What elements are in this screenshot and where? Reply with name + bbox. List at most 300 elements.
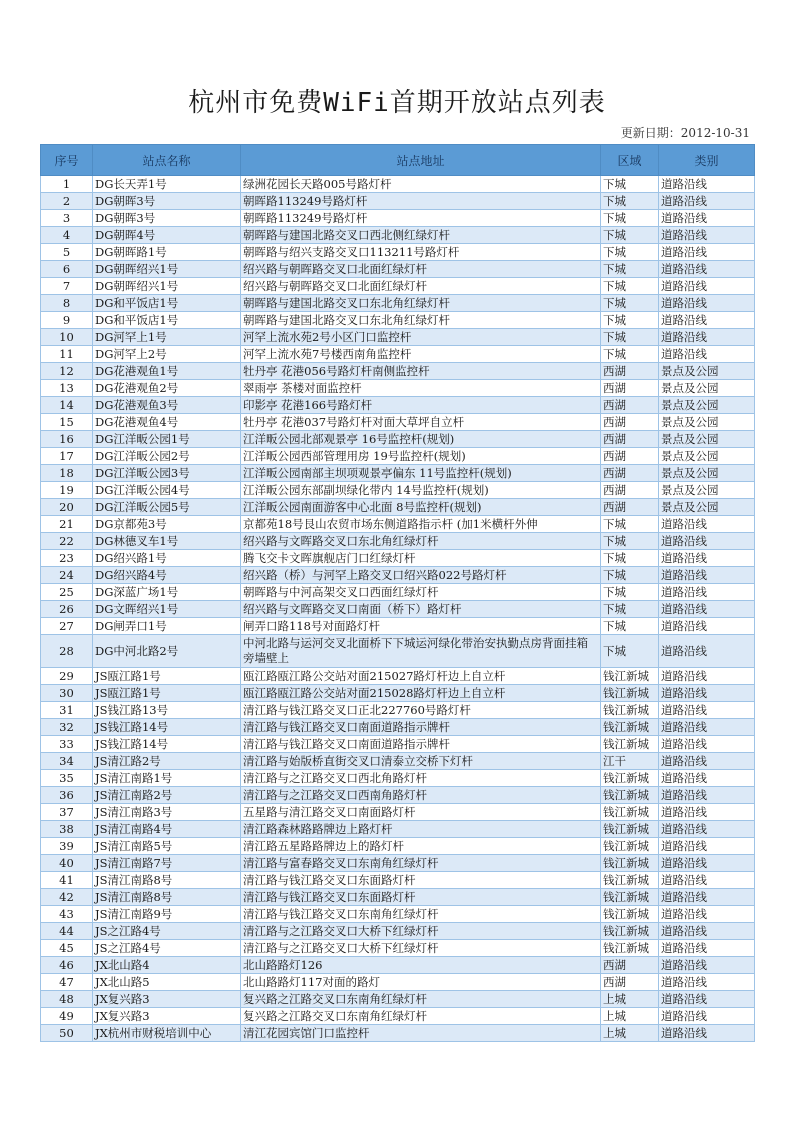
cell-district: 西湖	[601, 465, 659, 482]
cell-site-name: JS钱江路14号	[93, 719, 241, 736]
cell-site-name: JS清江南路8号	[93, 889, 241, 906]
cell-site-name: JX复兴路3	[93, 991, 241, 1008]
table-row	[41, 736, 755, 753]
cell-category: 道路沿线	[659, 601, 755, 618]
cell-category: 道路沿线	[659, 210, 755, 227]
table-row	[41, 787, 755, 804]
cell-index: 12	[41, 363, 93, 380]
cell-category: 道路沿线	[659, 193, 755, 210]
cell-index: 37	[41, 804, 93, 821]
cell-district: 钱江新城	[601, 906, 659, 923]
cell-district: 上城	[601, 1008, 659, 1025]
cell-site-address: 京都苑18号艮山农贸市场东侧道路指示杆 (加1米横杆外伸	[241, 516, 601, 533]
cell-district: 西湖	[601, 380, 659, 397]
cell-site-name: JS清江南路9号	[93, 906, 241, 923]
cell-index: 39	[41, 838, 93, 855]
cell-category: 景点及公园	[659, 499, 755, 516]
cell-index: 27	[41, 618, 93, 635]
cell-district: 下城	[601, 261, 659, 278]
cell-site-address: 牡丹亭 花港037号路灯杆对面大草坪自立杆	[241, 414, 601, 431]
cell-index: 31	[41, 702, 93, 719]
cell-district: 钱江新城	[601, 923, 659, 940]
cell-site-name: DG朝晖4号	[93, 227, 241, 244]
cell-site-address: 江洋畈公园西部管理用房 19号监控杆(规划)	[241, 448, 601, 465]
cell-site-address: 闸弄口路118号对面路灯杆	[241, 618, 601, 635]
cell-index: 22	[41, 533, 93, 550]
cell-index: 25	[41, 584, 93, 601]
table-header-row	[41, 145, 755, 176]
cell-site-name: DG河罕上2号	[93, 346, 241, 363]
cell-site-name: DG江洋畈公园3号	[93, 465, 241, 482]
cell-index: 9	[41, 312, 93, 329]
cell-site-name: JS钱江路13号	[93, 702, 241, 719]
cell-site-address: 牡丹亭 花港056号路灯杆南侧监控杆	[241, 363, 601, 380]
table-row	[41, 397, 755, 414]
cell-district: 下城	[601, 193, 659, 210]
cell-index: 44	[41, 923, 93, 940]
cell-category: 道路沿线	[659, 838, 755, 855]
table-row	[41, 193, 755, 210]
cell-district: 西湖	[601, 974, 659, 991]
cell-index: 20	[41, 499, 93, 516]
cell-category: 道路沿线	[659, 906, 755, 923]
cell-site-address: 北山路路灯126	[241, 957, 601, 974]
cell-site-address: 绍兴路与文晖路交叉口南面（桥下）路灯杆	[241, 601, 601, 618]
table-row	[41, 702, 755, 719]
cell-index: 4	[41, 227, 93, 244]
cell-district: 钱江新城	[601, 787, 659, 804]
cell-index: 18	[41, 465, 93, 482]
cell-index: 2	[41, 193, 93, 210]
cell-site-address: 清江路与钱江路交叉口南面道路指示牌杆	[241, 719, 601, 736]
cell-site-address: 清江路与之江路交叉口西北角路灯杆	[241, 770, 601, 787]
table-row	[41, 431, 755, 448]
cell-index: 28	[41, 635, 93, 668]
cell-district: 江干	[601, 753, 659, 770]
cell-site-address: 清江路与钱江路交叉口正北227760号路灯杆	[241, 702, 601, 719]
table-row	[41, 957, 755, 974]
cell-category: 景点及公园	[659, 465, 755, 482]
cell-district: 钱江新城	[601, 889, 659, 906]
cell-site-name: DG河罕上1号	[93, 329, 241, 346]
table-row	[41, 855, 755, 872]
cell-site-address: 印影亭 花港166号路灯杆	[241, 397, 601, 414]
table-row	[41, 635, 755, 668]
cell-site-name: JS清江南路7号	[93, 855, 241, 872]
cell-category: 道路沿线	[659, 702, 755, 719]
cell-category: 道路沿线	[659, 668, 755, 685]
cell-site-address: 清江路与钱江路交叉口东面路灯杆	[241, 889, 601, 906]
cell-index: 45	[41, 940, 93, 957]
cell-site-name: DG朝晖路1号	[93, 244, 241, 261]
cell-site-address: 朝晖路与中河高架交叉口西面红绿灯杆	[241, 584, 601, 601]
table-row	[41, 550, 755, 567]
cell-site-address: 清江路与始版桥直街交叉口清泰立交桥下灯杆	[241, 753, 601, 770]
cell-site-address: 朝晖路113249号路灯杆	[241, 193, 601, 210]
cell-site-address: 复兴路之江路交叉口东南角红绿灯杆	[241, 991, 601, 1008]
cell-district: 钱江新城	[601, 702, 659, 719]
cell-site-address: 朝晖路113249号路灯杆	[241, 210, 601, 227]
table-row	[41, 380, 755, 397]
table-row	[41, 1025, 755, 1042]
cell-district: 下城	[601, 516, 659, 533]
cell-site-name: DG朝晖3号	[93, 193, 241, 210]
cell-district: 钱江新城	[601, 838, 659, 855]
table-row	[41, 312, 755, 329]
cell-site-name: DG朝晖绍兴1号	[93, 278, 241, 295]
cell-index: 42	[41, 889, 93, 906]
header-district: 区域	[601, 145, 659, 176]
cell-site-address: 朝晖路与绍兴支路交叉口113211号路灯杆	[241, 244, 601, 261]
cell-index: 23	[41, 550, 93, 567]
cell-site-name: DG朝晖3号	[93, 210, 241, 227]
cell-index: 29	[41, 668, 93, 685]
cell-category: 道路沿线	[659, 855, 755, 872]
cell-site-name: DG京都苑3号	[93, 516, 241, 533]
cell-index: 43	[41, 906, 93, 923]
table-row	[41, 533, 755, 550]
cell-district: 下城	[601, 567, 659, 584]
cell-category: 道路沿线	[659, 533, 755, 550]
cell-category: 景点及公园	[659, 380, 755, 397]
cell-district: 西湖	[601, 363, 659, 380]
table-row	[41, 804, 755, 821]
cell-category: 道路沿线	[659, 685, 755, 702]
cell-category: 道路沿线	[659, 567, 755, 584]
cell-site-name: JS之江路4号	[93, 923, 241, 940]
cell-site-name: JS瓯江路1号	[93, 668, 241, 685]
cell-site-address: 清江路森林路路牌边上路灯杆	[241, 821, 601, 838]
cell-site-address: 江洋畈公园北部观景亭 16号监控杆(规划)	[241, 431, 601, 448]
table-row	[41, 465, 755, 482]
cell-category: 道路沿线	[659, 584, 755, 601]
cell-district: 下城	[601, 550, 659, 567]
cell-category: 道路沿线	[659, 753, 755, 770]
cell-site-name: JX北山路5	[93, 974, 241, 991]
cell-index: 34	[41, 753, 93, 770]
cell-index: 33	[41, 736, 93, 753]
cell-site-address: 绍兴路与朝晖路交叉口北面红绿灯杆	[241, 278, 601, 295]
cell-index: 11	[41, 346, 93, 363]
cell-site-address: 绍兴路（桥）与河罕上路交叉口绍兴路022号路灯杆	[241, 567, 601, 584]
cell-index: 3	[41, 210, 93, 227]
cell-category: 景点及公园	[659, 482, 755, 499]
cell-index: 17	[41, 448, 93, 465]
cell-district: 下城	[601, 312, 659, 329]
cell-site-name: JS清江南路4号	[93, 821, 241, 838]
cell-category: 道路沿线	[659, 872, 755, 889]
cell-site-name: JS清江南路8号	[93, 872, 241, 889]
cell-site-address: 清江路五星路路牌边上的路灯杆	[241, 838, 601, 855]
header-site-name: 站点名称	[93, 145, 241, 176]
cell-district: 钱江新城	[601, 804, 659, 821]
site-table	[40, 144, 755, 1042]
table-row	[41, 210, 755, 227]
cell-category: 道路沿线	[659, 719, 755, 736]
cell-site-name: DG江洋畈公园4号	[93, 482, 241, 499]
table-row	[41, 601, 755, 618]
cell-index: 21	[41, 516, 93, 533]
table-row	[41, 872, 755, 889]
cell-category: 道路沿线	[659, 550, 755, 567]
table-row	[41, 668, 755, 685]
cell-site-address: 江洋畈公园南部主坝项观景亭偏东 11号监控杆(规划)	[241, 465, 601, 482]
cell-district: 下城	[601, 329, 659, 346]
table-row	[41, 618, 755, 635]
cell-index: 7	[41, 278, 93, 295]
cell-site-name: DG江洋畈公园1号	[93, 431, 241, 448]
cell-category: 道路沿线	[659, 940, 755, 957]
cell-index: 19	[41, 482, 93, 499]
cell-site-address: 清江路与之江路交叉口大桥下红绿灯杆	[241, 940, 601, 957]
cell-site-name: DG长天弄1号	[93, 176, 241, 193]
cell-site-address: 清江路与富春路交叉口东南角红绿灯杆	[241, 855, 601, 872]
cell-site-name: DG江洋畈公园2号	[93, 448, 241, 465]
cell-district: 下城	[601, 635, 659, 668]
cell-site-address: 北山路路灯117对面的路灯	[241, 974, 601, 991]
cell-site-address: 河罕上流水苑7号楼西南角监控杆	[241, 346, 601, 363]
cell-district: 钱江新城	[601, 855, 659, 872]
cell-site-name: DG花港观鱼1号	[93, 363, 241, 380]
cell-category: 景点及公园	[659, 363, 755, 380]
cell-site-address: 清江路与钱江路交叉口东南角红绿灯杆	[241, 906, 601, 923]
cell-site-name: DG花港观鱼4号	[93, 414, 241, 431]
cell-district: 上城	[601, 991, 659, 1008]
cell-site-name: JS钱江路14号	[93, 736, 241, 753]
cell-site-name: JS之江路4号	[93, 940, 241, 957]
cell-site-address: 绿洲花园长天路005号路灯杆	[241, 176, 601, 193]
cell-district: 西湖	[601, 499, 659, 516]
cell-district: 下城	[601, 618, 659, 635]
cell-site-address: 江洋畈公园南面游客中心北面 8号监控杆(规划)	[241, 499, 601, 516]
cell-site-address: 江洋畈公园东部副坝绿化带内 14号监控杆(规划)	[241, 482, 601, 499]
cell-site-address: 瓯江路瓯江路公交站对面215027路灯杆边上自立杆	[241, 668, 601, 685]
cell-district: 下城	[601, 227, 659, 244]
cell-category: 道路沿线	[659, 244, 755, 261]
cell-district: 下城	[601, 601, 659, 618]
cell-site-address: 河罕上流水苑2号小区门口监控杆	[241, 329, 601, 346]
cell-category: 道路沿线	[659, 787, 755, 804]
cell-site-address: 五星路与清江路交叉口南面路灯杆	[241, 804, 601, 821]
cell-index: 35	[41, 770, 93, 787]
cell-index: 15	[41, 414, 93, 431]
cell-site-name: DG和平饭店1号	[93, 312, 241, 329]
table-row	[41, 329, 755, 346]
table-row	[41, 838, 755, 855]
cell-district: 西湖	[601, 397, 659, 414]
cell-category: 道路沿线	[659, 261, 755, 278]
table-row	[41, 974, 755, 991]
cell-index: 5	[41, 244, 93, 261]
table-row	[41, 1008, 755, 1025]
table-row	[41, 414, 755, 431]
cell-site-name: JS清江南路5号	[93, 838, 241, 855]
cell-site-name: JX复兴路3	[93, 1008, 241, 1025]
cell-index: 26	[41, 601, 93, 618]
cell-district: 下城	[601, 533, 659, 550]
cell-district: 下城	[601, 176, 659, 193]
cell-site-name: DG绍兴路1号	[93, 550, 241, 567]
cell-category: 道路沿线	[659, 176, 755, 193]
table-row	[41, 991, 755, 1008]
cell-site-address: 清江路与钱江路交叉口东面路灯杆	[241, 872, 601, 889]
cell-district: 西湖	[601, 482, 659, 499]
cell-site-address: 翠雨亭 茶楼对面监控杆	[241, 380, 601, 397]
cell-site-address: 清江路与之江路交叉口西南角路灯杆	[241, 787, 601, 804]
cell-category: 道路沿线	[659, 889, 755, 906]
cell-site-name: DG林德叉车1号	[93, 533, 241, 550]
cell-category: 景点及公园	[659, 397, 755, 414]
table-row	[41, 584, 755, 601]
cell-site-name: JS瓯江路1号	[93, 685, 241, 702]
cell-district: 钱江新城	[601, 685, 659, 702]
cell-index: 16	[41, 431, 93, 448]
table-row	[41, 482, 755, 499]
cell-site-address: 瓯江路瓯江路公交站对面215028路灯杆边上自立杆	[241, 685, 601, 702]
cell-index: 49	[41, 1008, 93, 1025]
cell-category: 景点及公园	[659, 414, 755, 431]
update-date: 更新日期：2012-10-31	[620, 126, 750, 140]
cell-site-name: DG绍兴路4号	[93, 567, 241, 584]
cell-site-address: 腾飞交卡文晖旗舰店门口红绿灯杆	[241, 550, 601, 567]
cell-index: 48	[41, 991, 93, 1008]
cell-index: 13	[41, 380, 93, 397]
cell-district: 钱江新城	[601, 872, 659, 889]
cell-district: 下城	[601, 584, 659, 601]
cell-category: 道路沿线	[659, 923, 755, 940]
cell-site-name: DG花港观鱼3号	[93, 397, 241, 414]
cell-index: 46	[41, 957, 93, 974]
cell-category: 道路沿线	[659, 1025, 755, 1042]
cell-district: 下城	[601, 210, 659, 227]
cell-index: 47	[41, 974, 93, 991]
cell-district: 西湖	[601, 414, 659, 431]
cell-district: 下城	[601, 244, 659, 261]
cell-site-address: 朝晖路与建国北路交叉口东北角红绿灯杆	[241, 295, 601, 312]
cell-site-address: 中河北路与运河交叉北面桥下下城运河绿化带治安执勤点房背面挂箱旁墙壁上	[241, 635, 601, 668]
table-row	[41, 176, 755, 193]
cell-category: 道路沿线	[659, 974, 755, 991]
cell-site-name: DG文晖绍兴1号	[93, 601, 241, 618]
cell-category: 道路沿线	[659, 991, 755, 1008]
cell-index: 24	[41, 567, 93, 584]
cell-site-name: JS清江南路1号	[93, 770, 241, 787]
cell-district: 西湖	[601, 448, 659, 465]
cell-category: 道路沿线	[659, 278, 755, 295]
cell-site-address: 朝晖路与建国北路交叉口西北侧红绿灯杆	[241, 227, 601, 244]
cell-index: 32	[41, 719, 93, 736]
cell-index: 8	[41, 295, 93, 312]
table-row	[41, 821, 755, 838]
cell-district: 钱江新城	[601, 736, 659, 753]
cell-category: 道路沿线	[659, 227, 755, 244]
table-row	[41, 889, 755, 906]
table-row	[41, 567, 755, 584]
cell-site-name: DG朝晖绍兴1号	[93, 261, 241, 278]
cell-category: 道路沿线	[659, 329, 755, 346]
cell-district: 西湖	[601, 431, 659, 448]
cell-site-address: 清江花园宾馆门口监控杆	[241, 1025, 601, 1042]
table-row	[41, 753, 755, 770]
cell-district: 钱江新城	[601, 770, 659, 787]
cell-index: 40	[41, 855, 93, 872]
cell-site-address: 清江路与钱江路交叉口南面道路指示牌杆	[241, 736, 601, 753]
table-row	[41, 295, 755, 312]
cell-site-name: DG深蓝广场1号	[93, 584, 241, 601]
cell-district: 西湖	[601, 957, 659, 974]
table-row	[41, 516, 755, 533]
cell-index: 50	[41, 1025, 93, 1042]
cell-site-name: JS清江路2号	[93, 753, 241, 770]
table-row	[41, 244, 755, 261]
cell-site-address: 绍兴路与朝晖路交叉口北面红绿灯杆	[241, 261, 601, 278]
cell-site-name: DG中河北路2号	[93, 635, 241, 668]
table-row	[41, 906, 755, 923]
cell-index: 6	[41, 261, 93, 278]
header-site-address: 站点地址	[241, 145, 601, 176]
table-row	[41, 448, 755, 465]
cell-site-address: 复兴路之江路交叉口东南角红绿灯杆	[241, 1008, 601, 1025]
cell-category: 道路沿线	[659, 804, 755, 821]
table-row	[41, 499, 755, 516]
cell-site-address: 清江路与之江路交叉口大桥下红绿灯杆	[241, 923, 601, 940]
cell-site-name: JX北山路4	[93, 957, 241, 974]
cell-category: 道路沿线	[659, 770, 755, 787]
cell-district: 下城	[601, 346, 659, 363]
table-row	[41, 719, 755, 736]
cell-category: 道路沿线	[659, 618, 755, 635]
cell-category: 道路沿线	[659, 516, 755, 533]
header-index: 序号	[41, 145, 93, 176]
cell-category: 道路沿线	[659, 295, 755, 312]
table-row	[41, 363, 755, 380]
cell-site-name: DG江洋畈公园5号	[93, 499, 241, 516]
cell-category: 景点及公园	[659, 448, 755, 465]
cell-site-name: JX杭州市财税培训中心	[93, 1025, 241, 1042]
cell-category: 道路沿线	[659, 957, 755, 974]
table-row	[41, 261, 755, 278]
cell-district: 钱江新城	[601, 668, 659, 685]
cell-category: 道路沿线	[659, 312, 755, 329]
cell-site-address: 朝晖路与建国北路交叉口东北角红绿灯杆	[241, 312, 601, 329]
cell-site-name: DG花港观鱼2号	[93, 380, 241, 397]
page-title: 杭州市免费WiFi首期开放站点列表	[188, 88, 606, 118]
table-row	[41, 685, 755, 702]
cell-district: 钱江新城	[601, 940, 659, 957]
cell-index: 41	[41, 872, 93, 889]
cell-category: 道路沿线	[659, 821, 755, 838]
table-row	[41, 940, 755, 957]
cell-category: 道路沿线	[659, 1008, 755, 1025]
cell-site-name: DG和平饭店1号	[93, 295, 241, 312]
cell-site-name: JS清江南路2号	[93, 787, 241, 804]
table-row	[41, 227, 755, 244]
cell-district: 上城	[601, 1025, 659, 1042]
table-row	[41, 278, 755, 295]
cell-index: 10	[41, 329, 93, 346]
cell-category: 道路沿线	[659, 346, 755, 363]
table-row	[41, 770, 755, 787]
cell-category: 道路沿线	[659, 635, 755, 668]
cell-index: 14	[41, 397, 93, 414]
cell-index: 36	[41, 787, 93, 804]
cell-category: 道路沿线	[659, 736, 755, 753]
cell-site-name: DG闸弄口1号	[93, 618, 241, 635]
cell-category: 景点及公园	[659, 431, 755, 448]
cell-district: 下城	[601, 295, 659, 312]
cell-index: 30	[41, 685, 93, 702]
table-row	[41, 346, 755, 363]
